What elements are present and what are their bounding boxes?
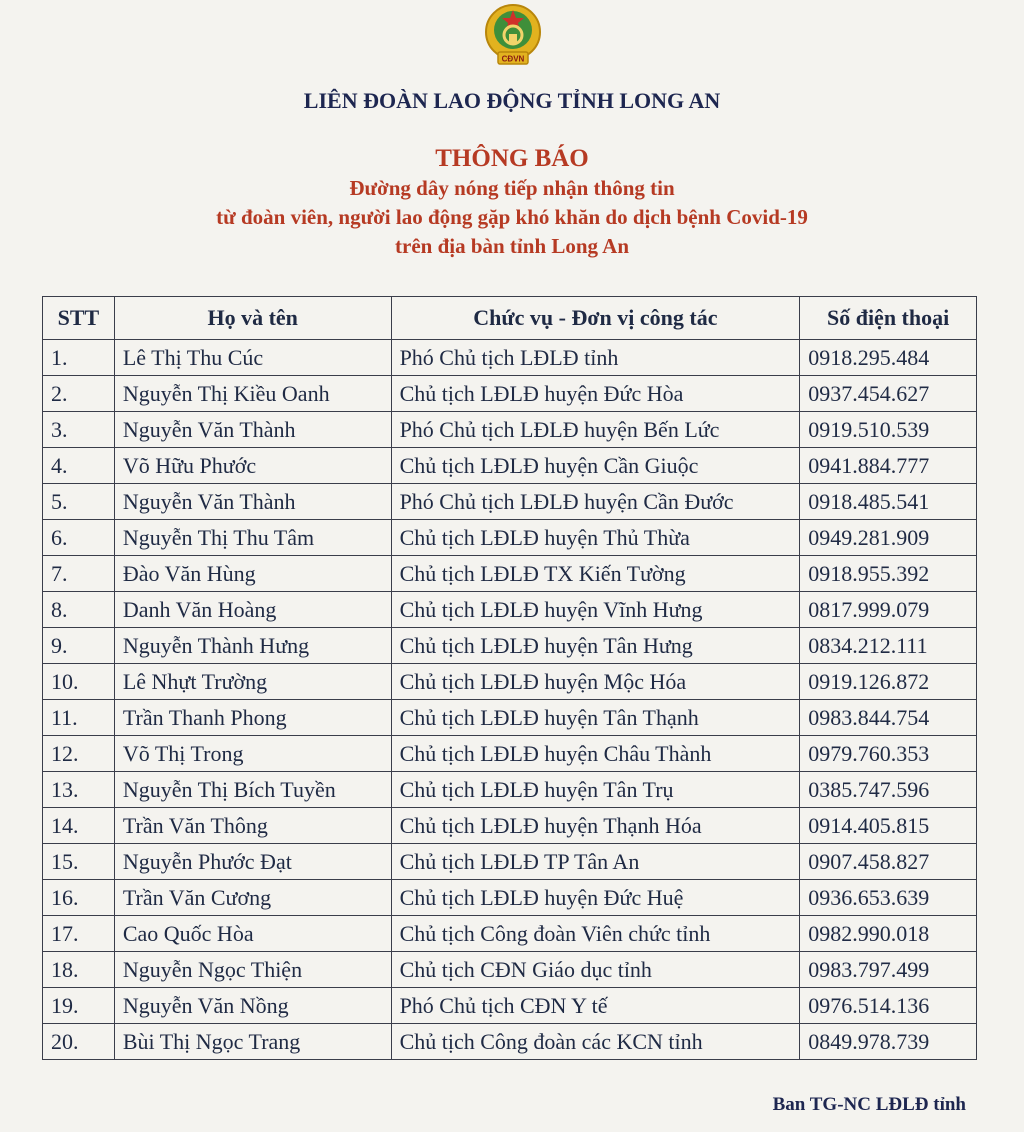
notice-title-block xyxy=(0,144,1024,261)
row-stt: 18. xyxy=(43,952,115,988)
row-phone: 0976.514.136 xyxy=(800,988,977,1024)
row-name: Nguyễn Ngọc Thiện xyxy=(114,952,391,988)
row-stt: 5. xyxy=(43,484,115,520)
signature: Ban TG-NC LĐLĐ tỉnh xyxy=(772,1094,966,1115)
row-position: Chủ tịch LĐLĐ huyện Tân Trụ xyxy=(391,772,800,808)
header-phone: Số điện thoại xyxy=(800,297,977,340)
table-row xyxy=(43,340,977,376)
row-stt: 14. xyxy=(43,808,115,844)
row-phone: 0918.485.541 xyxy=(800,484,977,520)
table-row xyxy=(43,988,977,1024)
row-stt: 13. xyxy=(43,772,115,808)
row-position: Chủ tịch LĐLĐ huyện Đức Hòa xyxy=(391,376,800,412)
row-name: Nguyễn Phước Đạt xyxy=(114,844,391,880)
row-name: Nguyễn Thành Hưng xyxy=(114,628,391,664)
row-phone: 0919.510.539 xyxy=(800,412,977,448)
row-name: Bùi Thị Ngọc Trang xyxy=(114,1024,391,1060)
row-name: Nguyễn Văn Thành xyxy=(114,484,391,520)
row-name: Nguyễn Văn Nồng xyxy=(114,988,391,1024)
row-stt: 7. xyxy=(43,556,115,592)
row-position: Chủ tịch LĐLĐ TX Kiến Tường xyxy=(391,556,800,592)
row-position: Chủ tịch LĐLĐ huyện Thạnh Hóa xyxy=(391,808,800,844)
row-position: Chủ tịch LĐLĐ huyện Tân Hưng xyxy=(391,628,800,664)
notice-line-2: từ đoàn viên, người lao động gặp khó khăn do dịch bệnh Covid-19 xyxy=(216,205,808,229)
row-position: Chủ tịch LĐLĐ huyện Châu Thành xyxy=(391,736,800,772)
table-row xyxy=(43,628,977,664)
row-phone: 0983.797.499 xyxy=(800,952,977,988)
header-position: Chức vụ - Đơn vị công tác xyxy=(391,297,800,340)
row-stt: 2. xyxy=(43,376,115,412)
row-position: Phó Chủ tịch LĐLĐ huyện Cần Đước xyxy=(391,484,800,520)
row-stt: 9. xyxy=(43,628,115,664)
row-phone: 0982.990.018 xyxy=(800,916,977,952)
table-row xyxy=(43,880,977,916)
row-name: Nguyễn Thị Bích Tuyền xyxy=(114,772,391,808)
row-position: Phó Chủ tịch CĐN Y tế xyxy=(391,988,800,1024)
row-stt: 20. xyxy=(43,1024,115,1060)
row-stt: 15. xyxy=(43,844,115,880)
row-phone: 0949.281.909 xyxy=(800,520,977,556)
row-name: Lê Nhựt Trường xyxy=(114,664,391,700)
table-row xyxy=(43,916,977,952)
table-row xyxy=(43,412,977,448)
row-stt: 3. xyxy=(43,412,115,448)
table-row xyxy=(43,736,977,772)
row-name: Cao Quốc Hòa xyxy=(114,916,391,952)
row-position: Chủ tịch Công đoàn Viên chức tỉnh xyxy=(391,916,800,952)
row-phone: 0936.653.639 xyxy=(800,880,977,916)
table-row xyxy=(43,808,977,844)
svg-text:CĐVN: CĐVN xyxy=(501,54,525,64)
row-phone: 0979.760.353 xyxy=(800,736,977,772)
row-name: Võ Hữu Phước xyxy=(114,448,391,484)
table-row xyxy=(43,952,977,988)
row-phone: 0907.458.827 xyxy=(800,844,977,880)
row-phone: 0983.844.754 xyxy=(800,700,977,736)
row-name: Nguyễn Văn Thành xyxy=(114,412,391,448)
row-position: Chủ tịch LĐLĐ TP Tân An xyxy=(391,844,800,880)
row-position: Phó Chủ tịch LĐLĐ tỉnh xyxy=(391,340,800,376)
table-row xyxy=(43,448,977,484)
row-phone: 0919.126.872 xyxy=(800,664,977,700)
table-row xyxy=(43,556,977,592)
row-position: Chủ tịch CĐN Giáo dục tỉnh xyxy=(391,952,800,988)
row-phone: 0385.747.596 xyxy=(800,772,977,808)
table-row xyxy=(43,844,977,880)
row-position: Phó Chủ tịch LĐLĐ huyện Bến Lức xyxy=(391,412,800,448)
table-row xyxy=(43,520,977,556)
row-position: Chủ tịch LĐLĐ huyện Vĩnh Hưng xyxy=(391,592,800,628)
row-position: Chủ tịch LĐLĐ huyện Cần Giuộc xyxy=(391,448,800,484)
row-stt: 19. xyxy=(43,988,115,1024)
notice-line-1: Đường dây nóng tiếp nhận thông tin xyxy=(349,176,675,200)
row-phone: 0817.999.079 xyxy=(800,592,977,628)
table-row xyxy=(43,592,977,628)
row-name: Danh Văn Hoàng xyxy=(114,592,391,628)
row-stt: 10. xyxy=(43,664,115,700)
row-name: Trần Văn Cương xyxy=(114,880,391,916)
row-name: Nguyễn Thị Kiều Oanh xyxy=(114,376,391,412)
header-name: Họ và tên xyxy=(114,297,391,340)
row-stt: 11. xyxy=(43,700,115,736)
organization-name: LIÊN ĐOÀN LAO ĐỘNG TỈNH LONG AN xyxy=(303,88,721,113)
row-stt: 4. xyxy=(43,448,115,484)
row-stt: 16. xyxy=(43,880,115,916)
row-name: Trần Văn Thông xyxy=(114,808,391,844)
table-row xyxy=(43,772,977,808)
notice-title: THÔNG BÁO xyxy=(435,145,589,172)
header-stt: STT xyxy=(43,297,115,340)
row-position: Chủ tịch LĐLĐ huyện Mộc Hóa xyxy=(391,664,800,700)
row-position: Chủ tịch LĐLĐ huyện Thủ Thừa xyxy=(391,520,800,556)
row-stt: 8. xyxy=(43,592,115,628)
row-position: Chủ tịch Công đoàn các KCN tỉnh xyxy=(391,1024,800,1060)
row-phone: 0918.955.392 xyxy=(800,556,977,592)
row-name: Trần Thanh Phong xyxy=(114,700,391,736)
trade-union-logo xyxy=(482,2,544,70)
table-row xyxy=(43,484,977,520)
row-position: Chủ tịch LĐLĐ huyện Tân Thạnh xyxy=(391,700,800,736)
row-phone: 0941.884.777 xyxy=(800,448,977,484)
table-row xyxy=(43,1024,977,1060)
table-row xyxy=(43,376,977,412)
table-header-row xyxy=(43,297,977,340)
row-name: Lê Thị Thu Cúc xyxy=(114,340,391,376)
row-name: Nguyễn Thị Thu Tâm xyxy=(114,520,391,556)
row-phone: 0834.212.111 xyxy=(800,628,977,664)
row-stt: 12. xyxy=(43,736,115,772)
row-position: Chủ tịch LĐLĐ huyện Đức Huệ xyxy=(391,880,800,916)
notice-line-3: trên địa bàn tỉnh Long An xyxy=(395,234,629,258)
row-phone: 0849.978.739 xyxy=(800,1024,977,1060)
row-phone: 0914.405.815 xyxy=(800,808,977,844)
table-row xyxy=(43,700,977,736)
row-stt: 17. xyxy=(43,916,115,952)
row-stt: 1. xyxy=(43,340,115,376)
row-name: Võ Thị Trong xyxy=(114,736,391,772)
row-name: Đào Văn Hùng xyxy=(114,556,391,592)
table-row xyxy=(43,664,977,700)
row-phone: 0937.454.627 xyxy=(800,376,977,412)
row-phone: 0918.295.484 xyxy=(800,340,977,376)
row-stt: 6. xyxy=(43,520,115,556)
hotline-table xyxy=(42,296,977,1060)
